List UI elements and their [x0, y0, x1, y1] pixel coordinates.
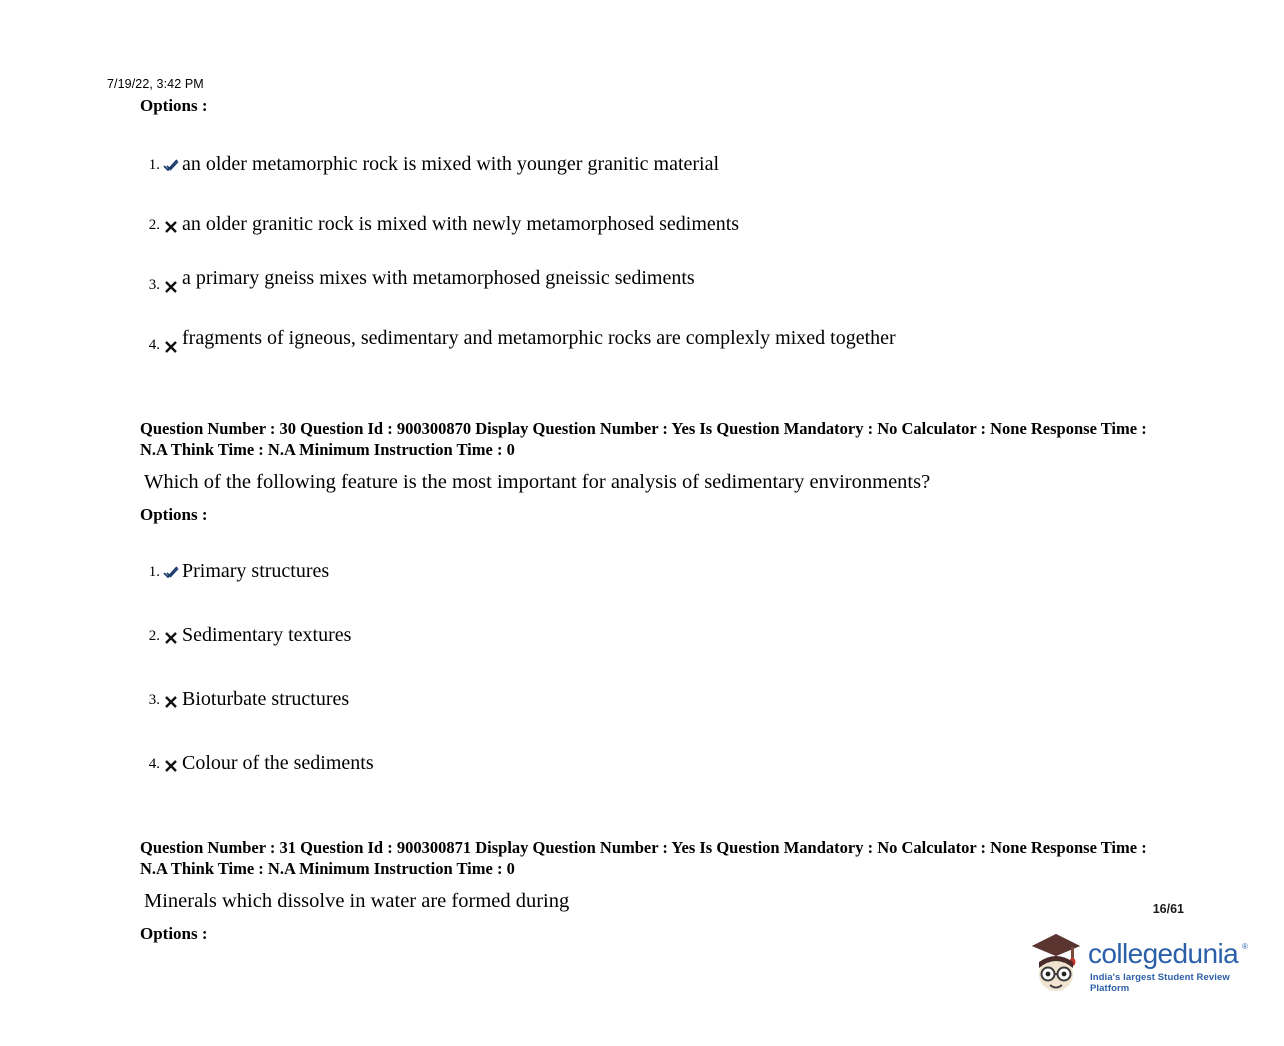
wrong-cross-icon [160, 281, 182, 296]
question-block-0 [140, 96, 1170, 356]
options-label: Options : [140, 923, 208, 943]
option-text: Sedimentary textures [182, 623, 352, 646]
option-number: 3. [148, 691, 160, 708]
question-meta: Question Number : 30 Question Id : 900300870 Display Question Number : Yes Is Question Mandatory : No Calculator : None Response Time : N.A Think Time : N.A Minimum Instruction Time : 0 [140, 419, 1147, 460]
question-block-2 [140, 837, 1170, 944]
option-number: 3. [148, 277, 160, 293]
logo-mascot-icon [1026, 928, 1086, 998]
question-text: Minerals which dissolve in water are formed during [144, 890, 570, 913]
option-row[interactable] [140, 192, 1170, 236]
logo-registered-mark: ® [1242, 942, 1248, 951]
option-text: an older granitic rock is mixed with newly metamorphosed sediments [182, 213, 740, 235]
option-row[interactable] [140, 539, 1170, 583]
wrong-cross-icon [160, 632, 182, 647]
logo-word-college: college [1088, 938, 1173, 969]
question-text: Which of the following feature is the most important for analysis of sedimentary environments? [144, 471, 931, 494]
collegedunia-logo [1020, 928, 1260, 1008]
option-number: 1. [148, 563, 160, 580]
option-row[interactable] [140, 132, 1170, 176]
question-block-1 [140, 418, 1170, 775]
option-number: 2. [148, 627, 160, 644]
option-text: an older metamorphic rock is mixed with younger granitic material [182, 153, 720, 175]
option-row[interactable] [140, 312, 1170, 356]
option-number: 1. [148, 157, 160, 173]
option-text: Primary structures [182, 559, 330, 582]
correct-check-icon [160, 566, 182, 583]
option-text: fragments of igneous, sedimentary and metamorphic rocks are complexly mixed together [182, 327, 896, 349]
option-row[interactable] [140, 667, 1170, 711]
option-number: 2. [148, 217, 160, 233]
option-text: Colour of the sediments [182, 751, 374, 774]
logo-tagline: India's largest Student Review Platform [1090, 972, 1230, 994]
option-row[interactable] [140, 731, 1170, 775]
document-content [140, 96, 1170, 950]
wrong-cross-icon [160, 341, 182, 356]
wrong-cross-icon [160, 696, 182, 711]
wrong-cross-icon [160, 221, 182, 236]
wrong-cross-icon [160, 760, 182, 775]
option-row[interactable] [140, 252, 1170, 296]
page-timestamp: 7/19/22, 3:42 PM [107, 77, 204, 91]
correct-check-icon [160, 159, 182, 176]
option-text: a primary gneiss mixes with metamorphosed gneissic sediments [182, 267, 695, 289]
options-label: Options : [140, 504, 208, 524]
option-text: Bioturbate structures [182, 687, 350, 710]
options-label: Options : [140, 96, 208, 115]
page-number: 16/61 [1152, 902, 1184, 916]
question-meta: Question Number : 31 Question Id : 900300871 Display Question Number : Yes Is Question Mandatory : No Calculator : None Response Time : N.A Think Time : N.A Minimum Instruction Time : 0 [140, 837, 1147, 878]
option-number: 4. [148, 337, 160, 353]
option-number: 4. [148, 755, 160, 772]
option-row[interactable] [140, 603, 1170, 647]
logo-wordmark [1088, 938, 1238, 970]
logo-word-dunia: dunia [1172, 938, 1239, 969]
